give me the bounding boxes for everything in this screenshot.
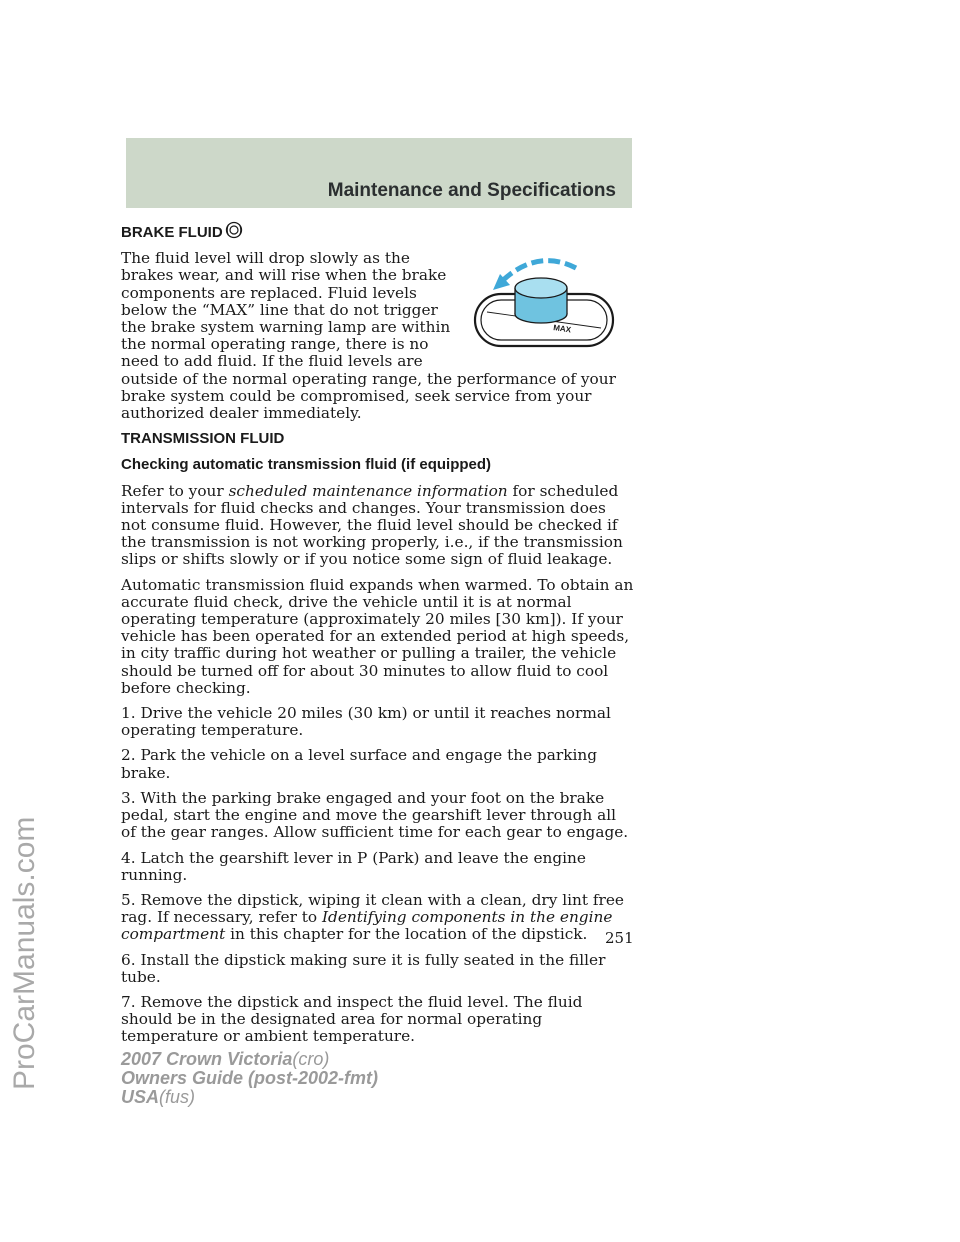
transmission-paragraph-2: Automatic transmission fluid expands when warmed. To obtain an accurate fluid check, drive the vehicle until it is at normal operating temperature (approximately 20 miles [30 km]). If your vehicle has been operated for an extended period at high speeds, in city traffic during hot weather or pulling a trailer, the vehicle should be turned off for about 30 minutes to allow fluid to cool before checking. bbox=[121, 575, 634, 697]
maintenance-reference: scheduled maintenance information bbox=[228, 481, 508, 500]
page-number: 251 bbox=[605, 929, 634, 947]
step-2: 2. Park the vehicle on a level surface and engage the parking brake. bbox=[121, 746, 598, 782]
brake-reservoir-illustration bbox=[469, 244, 619, 364]
brake-fluid-heading-row bbox=[121, 224, 635, 241]
step-5: 5. Remove the dipstick, wiping it clean with a clean, dry lint free rag. If necessary, refer to Identifying components in the engine compartment in this chapter for the location of the dipstick. bbox=[121, 890, 624, 944]
step-3: 3. With the parking brake engaged and your foot on the brake pedal, start the engine and move the gearshift lever through all of the gear ranges. Allow sufficient time for each gear to engage. bbox=[121, 788, 629, 842]
step-1: 1. Drive the vehicle 20 miles (30 km) or until it reaches normal operating temperature. bbox=[121, 704, 611, 740]
step-4: 4. Latch the gearshift lever in P (Park) and leave the engine running. bbox=[121, 848, 586, 884]
engine-compartment-reference: Identifying components in the engine compartment bbox=[121, 908, 613, 944]
transmission-paragraph-1: Refer to your scheduled maintenance information for scheduled intervals for fluid checks and changes. Your transmission does not consume fluid. However, the fluid level should be checked if the transmission is not working properly, i.e., if the transmission slips or shifts slowly or if you notice some sign of fluid leakage. bbox=[121, 481, 623, 569]
watermark: ProCarManuals.com bbox=[8, 816, 41, 1090]
step-6: 6. Install the dipstick making sure it is fully seated in the filler tube. bbox=[121, 950, 606, 986]
section-title: Maintenance and Specifications bbox=[327, 180, 616, 201]
footer-line-2: Owners Guide (post-2002-fmt) bbox=[121, 1068, 379, 1088]
footer-line-3: USA(fus) bbox=[121, 1087, 196, 1107]
transmission-fluid-heading: TRANSMISSION FLUID bbox=[121, 430, 285, 448]
max-line-label: MAX bbox=[552, 323, 572, 335]
brake-fluid-icon bbox=[225, 221, 243, 239]
page-content bbox=[121, 224, 635, 1054]
brake-fluid-heading: BRAKE FLUID bbox=[121, 224, 223, 241]
checking-transmission-subheading: Checking automatic transmission fluid (if equipped) bbox=[121, 456, 492, 474]
section-header-band bbox=[126, 138, 632, 208]
document-footer bbox=[121, 1050, 378, 1107]
step-7: 7. Remove the dipstick and inspect the fluid level. The fluid should be in the designated area for normal operating temperature or ambient temperature. bbox=[121, 992, 583, 1046]
brake-fluid-paragraph: The fluid level will drop slowly as the brakes wear, and will rise when the brake components are replaced. Fluid levels below the “MAX” line that do not trigger the brake system warning lamp are within the normal operating range, there is no need to add fluid. If the fluid levels are outside of the normal operating range, the performance of your brake system could be compromised, seek service from your authorized dealer immediately. bbox=[121, 249, 616, 423]
footer-line-1: 2007 Crown Victoria(cro) bbox=[121, 1049, 330, 1069]
